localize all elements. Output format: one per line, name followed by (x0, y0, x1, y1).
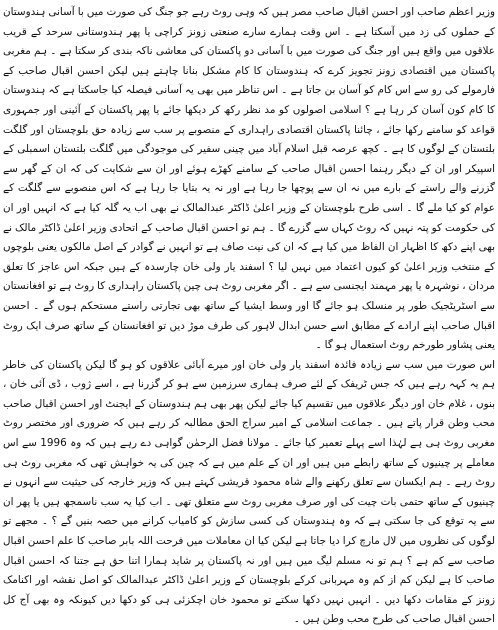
article-paragraph-2: اس صورت میں سب سے زیادہ فائدہ اسفند یار ولی خان اور میرے آبائی علاقوں کو ہو گا لیکن پاکستان کی خاطر ہم یہ کہہ رہے ہیں کہ جس ٹریفک کے لئے صرف ہماری سرزمین سے ہو کر گزرنا ہے ، اسے ژوب ، ڈی آئی خان ، بنوں ، غلام خان اور دیگر علاقوں میں تقسیم کیا جائے لیکن پھر بھی ہم ہندوستان کے ایجنٹ اور احسن اقبال صاحب محب وطن قرار پاتے ہیں ۔ جماعت اسلامی کے امیر سراج الحق مطالبہ کر رہے ہیں کہ ضروری اور مختصر روٹ مغربی روٹ ہی ہے لہٰذا اسے پہلے تعمیر کیا جائے ۔ مولانا فضل الرحمٰن گواہی دے رہے ہیں کہ وہ 1996 سے اس معاملے پر چینیوں کے ساتھ رابطے میں ہیں اور ان کے علم میں ہے کہ چین کی یہ خواہش تھی کہ مغربی روٹ ہی روٹ رہے ۔ ہم ایکسان سے تعلق رکھنے والے شاہ محمود قریشی کہتے ہیں کہ وزیر خارجہ کی حیثیت سے انہوں نے چینیوں کے ساتھ حتمی بات چیت کی اور صرف مغربی روٹ سے متعلق تھی ۔ اب کیا یہ سب ناسمجھ ہیں یا پھر ان سے یہ توقع کی جا سکتی ہے کہ وہ ہندوستان کی کسی سازش کو کامیاب کرانے میں حصہ بنیں گے ؟ ۔ مجھے تو لوگوں کی نظروں میں لال مارچ کرا دیا جاتا ہے لیکن کیا ان معاملات میں فرحت اللہ بابر صاحب کا علم احسن اقبال صاحب سے کم ہے ؟ ہم تو نہ مسلم لیگ میں ہیں اور نہ پاکستان پر شاید ہمارا اتنا حق ہے جتنا کہ احسن اقبال صاحب کا ہے لیکن کم از کم وہ مہربانی کرکے بلوچستان کے وزیر اعلیٰ ڈاکٹر عبدالمالک کو اصل نقشہ اور اکنامک زونز کے مقامات دکھا دیں ۔ انہیں نہیں دکھا سکتے تو محمود خان اچکزئی ہی کو دکھا دیں کیونکہ وہ بھی آج کل احسن اقبال صاحب کی طرح محب وطن ہیں ۔ (3, 358, 495, 626)
article-page (3, 3, 495, 626)
article-paragraph-1: وزیر اعظم صاحب اور احسن اقبال صاحب مصر ہیں کہ وہی روٹ رہے جو جنگ کی صورت میں با آسانی ہندوستان کے حملوں کی زد میں آسکتا ہے ۔ اس وقت ہمارے سارے صنعتی زونز کراچی یا پھر ہندوستانی سرحد کے قریب علاقوں میں واقع ہیں اور جنگ کی صورت میں با آسانی دو پاکستان کی معاشی ناکہ بندی کر سکتا ہے ۔ ہم مغربی پاکستان میں اقتصادی زونز تجویز کرے کہ ہندوستان کا کام مشکل بنانا چاہتے ہیں لیکن احسن اقبال صاحب کے فارمولے کی رو سے اس کام کو آسان بن جاتا ہے ۔ اس تناظر میں بھی یہ آسانی فیصلہ کیا جاسکتا ہے کہ ہندوستان کا کام کون آسان کر رہا ہے ؟ اسلامی اصولوں کو مد نظر رکھ کر دیکھا جائے یا پھر پاکستان کے آئینی اور جمہوری قواعد کو سامنے رکھا جائے ، چائنا پاکستان اقتصادی راہداری کے منصوبے پر سب سے زیادہ حق بلوچستان اور گلگت بلتستان کے لوگوں کا ہے ۔ کچھ عرصہ قبل اسلام آباد میں چینی سفیر کی موجودگی میں گلگت بلتستان اسمبلی کے اسپیکر اور ان کے دیگر رہنما احسن اقبال صاحب کے سامنے کھڑے ہوئے اور ان سے شکایت کی کہ ان کے گھر سے گزرنے والے راستے کے بارے میں نہ ان سے پوچھا جا رہا ہے اور نہ یہ بتایا جا رہا ہے کہ اس منصوبے سے گلگت کے عوام کو کیا ملے گا ۔ اسی طرح بلوچستان کے وزیر اعلیٰ ڈاکٹر عبدالمالک نے بھی اب یہ گلہ کیا ہے کہ انہیں اور ان کی حکومت کو پتہ نہیں کہ روٹ کہاں سے گزرے گا ۔ ہم تو احسن اقبال صاحب کے اتحادی وزیر اعلیٰ ڈاکٹر مالک نے بھی اپنے دکھ کا اظہار ان الفاظ میں کیا ہے کہ ان کی نیت صاف ہے تو انہیں نے گوادر کے اصل مالکوں یعنی بلوچوں کے منتخب وزیر اعلیٰ کو کیوں اعتماد میں نہیں لیا ؟ اسفند یار ولی خان چارسدہ کے ہیں جبکہ اس عاجز کا تعلق مردان ، نوشہرہ یا پھر مہمند ایجنسی سے ہے ۔ اگر مغربی روٹ ہی چین پاکستان راہداری کا روٹ ہے تو افغانستان سے اسٹریٹجیک طور پر منسلک ہو جائے گا اور وسط ایشیا کے ساتھ بھی تجارتی راستے مستحکم ہوں گے ۔ احسن اقبال صاحب اپنے ارادے کے مطابق اسے حسن ابدال لاہور کی طرف موڑ دیں تو افغانستان کے ساتھ صرف ایک روٹ یعنی پشاور طورخم روٹ استعمال ہو گا ۔ (3, 6, 495, 352)
